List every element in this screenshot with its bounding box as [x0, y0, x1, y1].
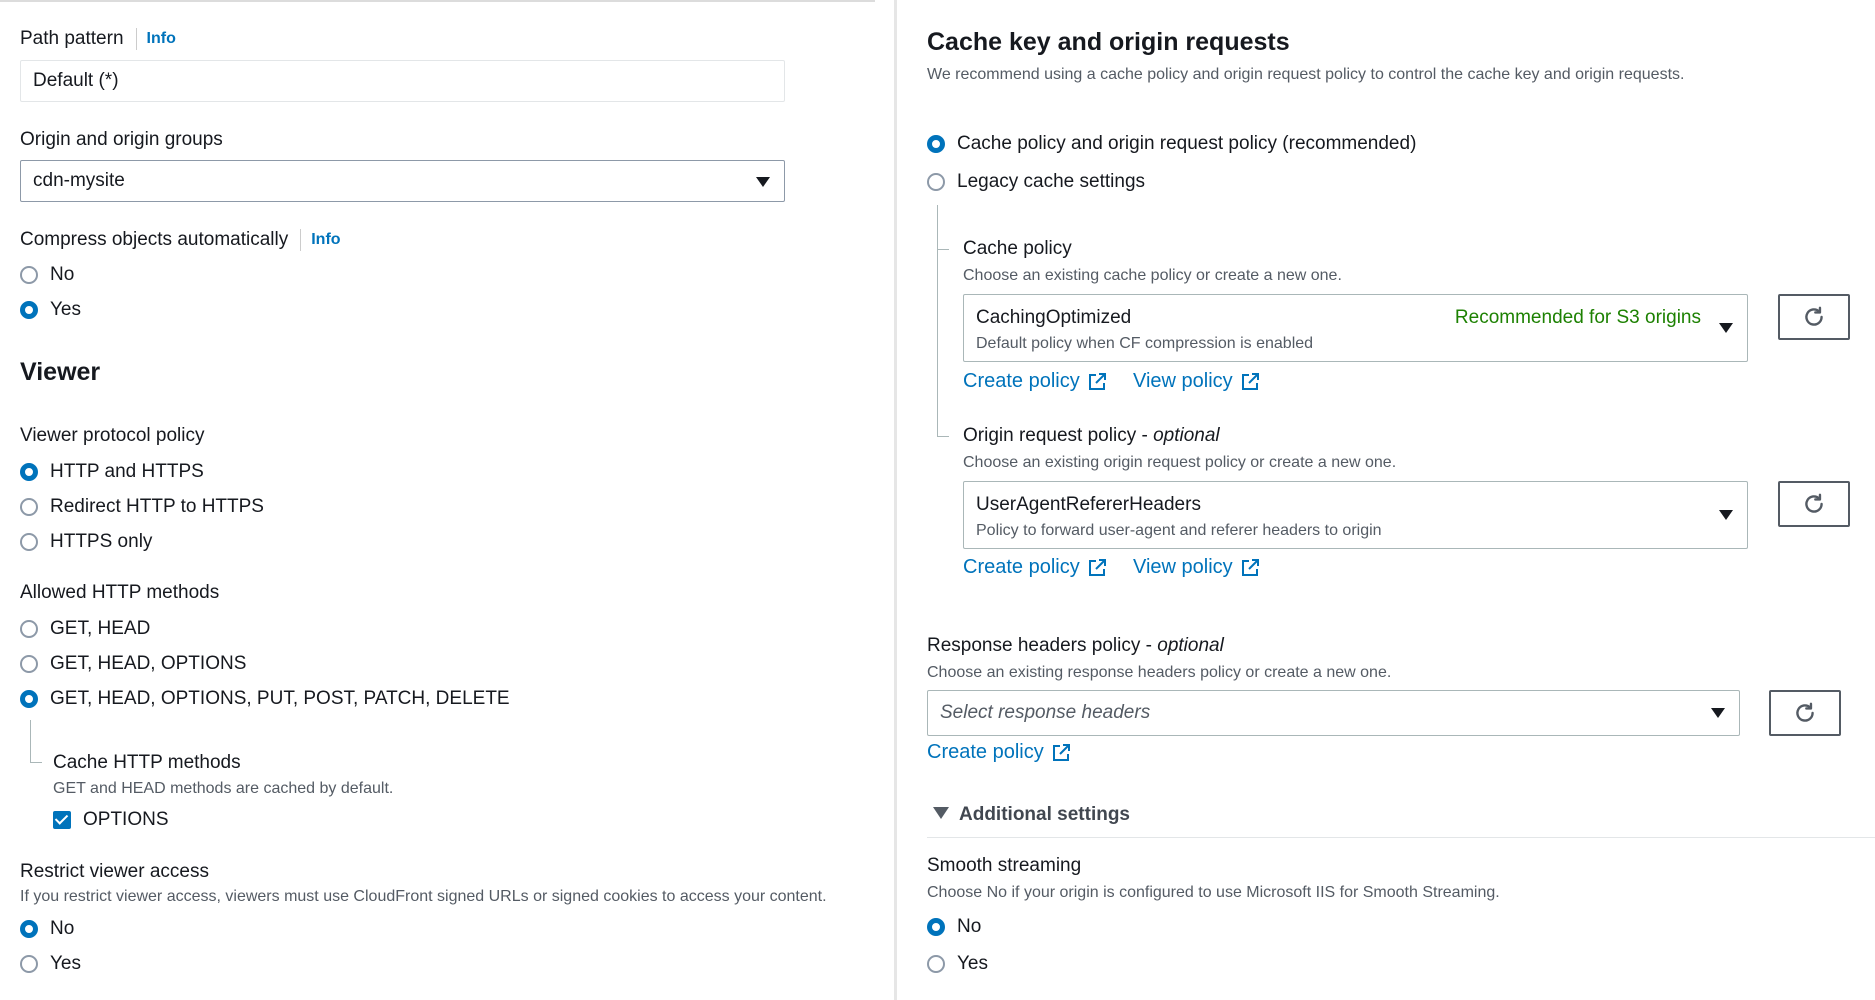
radio-circle-icon — [20, 533, 38, 551]
path-pattern-label: Path pattern Info — [20, 28, 176, 50]
radio-circle-icon — [927, 955, 945, 973]
caret-down-icon — [756, 177, 770, 187]
right-panel — [900, 0, 1875, 1000]
compress-radio-no[interactable]: No — [20, 264, 74, 286]
restrict-desc: If you restrict viewer access, viewers must use CloudFront signed URLs or signed cookies to access your content. — [20, 888, 827, 905]
radio-circle-icon — [927, 173, 945, 191]
origin-select[interactable] — [20, 160, 785, 202]
tree-line — [937, 436, 949, 437]
refresh-response-headers-button[interactable] — [1769, 690, 1841, 736]
response-headers-placeholder: Select response headers — [940, 702, 1151, 723]
radio-selected-icon — [20, 920, 38, 938]
origin-request-policy-value: UserAgentRefererHeaders — [976, 494, 1201, 515]
path-pattern-info-link[interactable]: Info — [146, 30, 176, 47]
methods-radio-get-head[interactable]: GET, HEAD — [20, 618, 150, 640]
mode-radio-cache-policy[interactable]: Cache policy and origin request policy (recommended) — [927, 133, 1416, 155]
radio-circle-icon — [20, 655, 38, 673]
viewer-protocol-label: Viewer protocol policy — [20, 425, 205, 446]
options-checkbox[interactable] — [53, 811, 71, 829]
origin-request-policy-desc: Choose an existing origin request policy or create a new one. — [963, 454, 1397, 471]
origin-view-policy-link[interactable]: View policy — [1133, 556, 1259, 579]
refresh-icon — [1792, 700, 1818, 726]
tree-line — [30, 762, 42, 763]
response-headers-select[interactable] — [927, 690, 1740, 736]
origin-value: cdn-mysite — [33, 170, 125, 191]
path-pattern-input[interactable] — [20, 60, 785, 102]
cache-policy-value: CachingOptimized — [976, 307, 1132, 328]
origin-create-policy-link[interactable]: Create policy — [963, 556, 1106, 579]
tree-line — [937, 249, 949, 250]
radio-circle-icon — [20, 498, 38, 516]
origin-request-policy-select[interactable] — [963, 481, 1748, 549]
refresh-cache-policy-button[interactable] — [1778, 294, 1850, 340]
protocol-radio-http-https[interactable]: HTTP and HTTPS — [20, 461, 204, 483]
top-divider — [0, 0, 875, 2]
methods-radio-get-head-options[interactable]: GET, HEAD, OPTIONS — [20, 653, 246, 675]
origin-request-policy-label: Origin request policy - optional — [963, 425, 1220, 446]
path-pattern-value: Default (*) — [33, 70, 119, 91]
smooth-streaming-label: Smooth streaming — [927, 855, 1082, 876]
radio-selected-icon — [927, 918, 945, 936]
compress-radio-yes[interactable]: Yes — [20, 299, 81, 321]
left-panel — [0, 0, 875, 1000]
radio-circle-icon — [20, 620, 38, 638]
response-create-policy-link[interactable]: Create policy — [927, 741, 1070, 764]
external-link-icon — [1088, 373, 1106, 391]
cache-create-policy-link[interactable]: Create policy — [963, 370, 1106, 393]
restrict-label: Restrict viewer access — [20, 861, 209, 882]
radio-selected-icon — [927, 135, 945, 153]
smooth-streaming-radio-yes[interactable]: Yes — [927, 953, 988, 975]
cache-policy-desc: Choose an existing cache policy or create a new one. — [963, 267, 1342, 284]
cache-key-heading: Cache key and origin requests — [927, 28, 1290, 56]
refresh-icon — [1801, 304, 1827, 330]
compress-label: Compress objects automatically Info — [20, 229, 341, 251]
allowed-methods-label: Allowed HTTP methods — [20, 582, 220, 603]
recommended-badge: Recommended for S3 origins — [1454, 307, 1701, 328]
restrict-radio-no[interactable]: No — [20, 918, 74, 940]
radio-circle-icon — [20, 266, 38, 284]
caret-down-icon — [1719, 323, 1733, 333]
tree-line — [30, 720, 31, 762]
cache-methods-desc: GET and HEAD methods are cached by default. — [53, 780, 394, 797]
cache-key-desc: We recommend using a cache policy and origin request policy to control the cache key and origin requests. — [927, 66, 1685, 83]
cache-view-policy-link[interactable]: View policy — [1133, 370, 1259, 393]
cache-policy-label: Cache policy — [963, 238, 1072, 259]
origin-request-policy-value-desc: Policy to forward user-agent and referer headers to origin — [976, 522, 1382, 539]
additional-settings-toggle[interactable]: Additional settings — [959, 804, 1130, 825]
cache-policy-value-desc: Default policy when CF compression is enabled — [976, 335, 1314, 352]
tree-line — [937, 205, 938, 437]
cache-methods-label: Cache HTTP methods — [53, 752, 241, 773]
restrict-radio-yes[interactable]: Yes — [20, 953, 81, 975]
refresh-icon — [1801, 491, 1827, 517]
origin-label: Origin and origin groups — [20, 129, 223, 150]
radio-selected-icon — [20, 690, 38, 708]
panel-divider — [894, 0, 897, 1000]
response-headers-policy-desc: Choose an existing response headers policy or create a new one. — [927, 664, 1392, 681]
external-link-icon — [1088, 559, 1106, 577]
section-divider — [927, 837, 1875, 838]
methods-radio-all[interactable]: GET, HEAD, OPTIONS, PUT, POST, PATCH, DELETE — [20, 688, 510, 710]
response-headers-policy-label: Response headers policy - optional — [927, 635, 1224, 656]
smooth-streaming-radio-no[interactable]: No — [927, 916, 981, 938]
external-link-icon — [1052, 744, 1070, 762]
radio-selected-icon — [20, 301, 38, 319]
caret-down-icon — [1719, 510, 1733, 520]
smooth-streaming-desc: Choose No if your origin is configured to use Microsoft IIS for Smooth Streaming. — [927, 884, 1500, 901]
cache-policy-select[interactable] — [963, 294, 1748, 362]
viewer-heading: Viewer — [20, 358, 101, 386]
compress-info-link[interactable]: Info — [311, 231, 341, 248]
protocol-radio-https-only[interactable]: HTTPS only — [20, 531, 152, 553]
external-link-icon — [1241, 373, 1259, 391]
caret-down-icon — [1711, 708, 1725, 718]
options-checkbox-label: OPTIONS — [83, 809, 169, 830]
radio-circle-icon — [20, 955, 38, 973]
mode-radio-legacy[interactable]: Legacy cache settings — [927, 171, 1145, 193]
protocol-radio-redirect[interactable]: Redirect HTTP to HTTPS — [20, 496, 264, 518]
radio-selected-icon — [20, 463, 38, 481]
caret-expanded-icon[interactable] — [933, 807, 949, 819]
external-link-icon — [1241, 559, 1259, 577]
refresh-origin-request-policy-button[interactable] — [1778, 481, 1850, 527]
